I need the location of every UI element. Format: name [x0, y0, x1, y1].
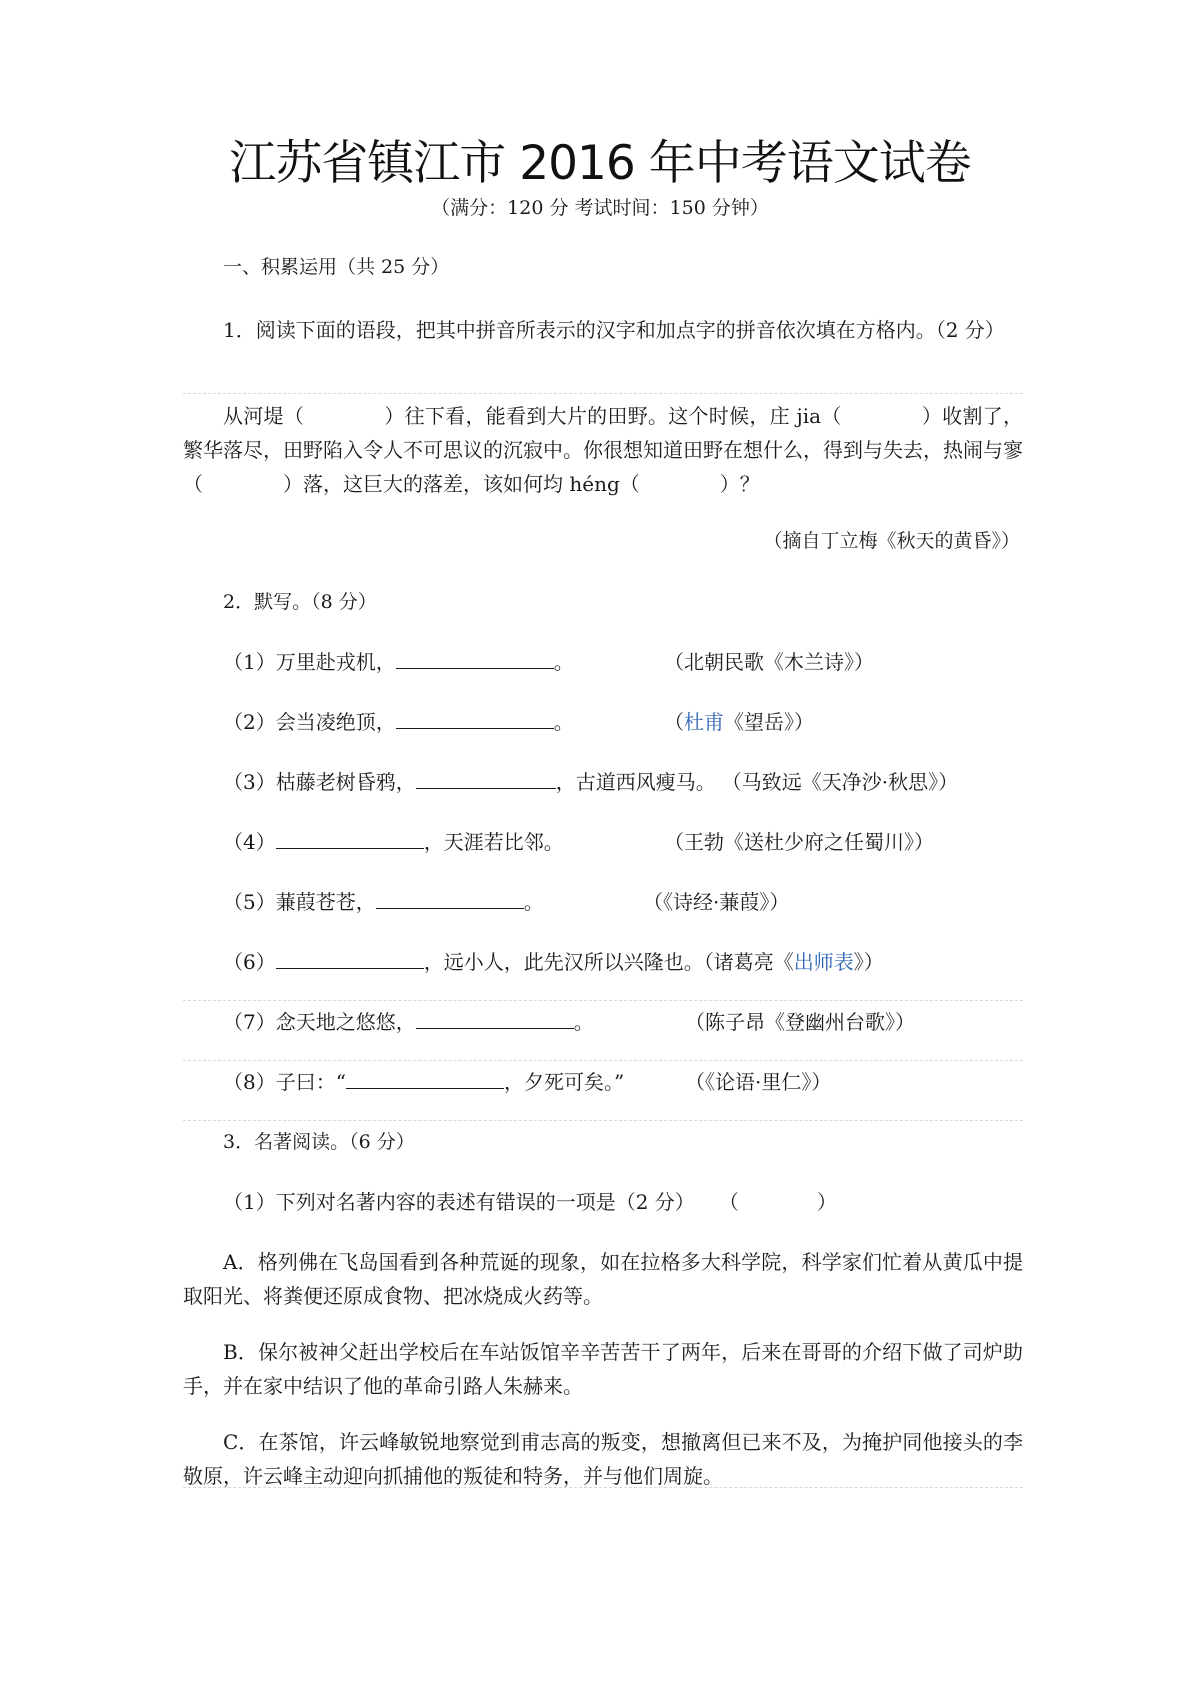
dictation-source: （《论语·里仁》） — [685, 1070, 832, 1094]
passage-text: ）往下看，能看到大片的田野。这个时候，庄 jia（ — [384, 404, 842, 428]
passage-source: （摘自丁立梅《秋天的黄昏》） — [763, 530, 1020, 552]
option-c: C．在茶馆，许云峰敏锐地察觉到甫志高的叛变，想撤离但已来不及，为掩护同他接头的李敬原，许云峰主动迎向抓捕他的叛徒和特务，并与他们周旋。 — [183, 1430, 1023, 1488]
source-link[interactable]: 出师表 — [793, 950, 854, 974]
passage-text: ）收割了，繁华落尽，田野陷入令人不可思议的沉寂中。你很想知道田野在想什么，得到与失去，热闹与寥（ — [183, 404, 1024, 496]
section-heading: 一、积累运用（共 25 分） — [223, 256, 450, 278]
dictation-source: （陈子昂《登幽州台歌》） — [685, 1010, 915, 1034]
dictation-item: （3）枯藤老树昏鸦， ，古道西风瘦马。 （马致远《天净沙·秋思》） — [223, 770, 959, 794]
passage-text: ）？ — [719, 472, 760, 496]
dictation-blank[interactable] — [376, 890, 524, 909]
dictation-source: （马致远《天净沙·秋思》） — [721, 770, 959, 794]
dictation-source: （杜甫《望岳》） — [664, 710, 814, 734]
question-3-prompt: 3．名著阅读。（6 分） — [223, 1131, 415, 1153]
dictation-blank[interactable] — [416, 770, 556, 789]
divider — [183, 1000, 1023, 1001]
divider — [183, 1060, 1023, 1061]
dictation-source: （北朝民歌《木兰诗》） — [664, 650, 874, 674]
question-1-prompt: 1．阅读下面的语段，把其中拼音所表示的汉字和加点字的拼音依次填在方格内。（2 分） — [223, 318, 1005, 342]
source-link[interactable]: 杜甫 — [684, 710, 724, 734]
dictation-blank[interactable] — [396, 710, 554, 729]
exam-title: 江苏省镇江市 2016 年中考语文试卷 — [229, 136, 971, 191]
dictation-item: （2）会当凌绝顶， 。 — [223, 710, 574, 734]
question-1-passage — [183, 399, 1023, 501]
dictation-blank[interactable] — [416, 1010, 574, 1029]
dictation-source: （诸葛亮《出师表》） — [703, 950, 884, 974]
dictation-source: （《诗经·蒹葭》） — [643, 890, 790, 914]
dictation-blank[interactable] — [276, 830, 424, 849]
option-a: A．格列佛在飞岛国看到各种荒诞的现象，如在拉格多大科学院，科学家们忙着从黄瓜中提取阳光、将粪便还原成食物、把冰烧成火药等。 — [183, 1250, 1023, 1308]
dictation-source: （王勃《送杜少府之任蜀川》） — [664, 830, 934, 854]
dictation-blank[interactable] — [346, 1070, 504, 1089]
divider — [183, 1120, 1023, 1121]
dictation-blank[interactable] — [276, 950, 424, 969]
question-2-prompt: 2．默写。（8 分） — [223, 591, 377, 613]
passage-text: 从河堤（ — [223, 404, 305, 428]
dictation-blank[interactable] — [396, 650, 554, 669]
dictation-item: （8）子曰：“ ，夕死可矣。” — [223, 1070, 625, 1094]
dictation-item: （4） ，天涯若比邻。 — [223, 830, 564, 854]
dictation-item: （6） ，远小人，此先汉所以兴隆也。（诸葛亮《出师表》） — [223, 950, 884, 974]
dictation-item: （5）蒹葭苍苍， 。 — [223, 890, 544, 914]
dictation-item: （7）念天地之悠悠， 。 — [223, 1010, 594, 1034]
passage-text: ）落，这巨大的落差，该如何均 héng（ — [283, 472, 640, 496]
question-3-sub1: （1）下列对名著内容的表述有错误的一项是（2 分） （ ） — [223, 1190, 837, 1214]
option-b: B．保尔被神父赶出学校后在车站饭馆辛辛苦苦干了两年，后来在哥哥的介绍下做了司炉助手，并在家中结识了他的革命引路人朱赫来。 — [183, 1340, 1023, 1398]
exam-subtitle: （满分：120 分 考试时间：150 分钟） — [431, 197, 769, 219]
divider — [183, 393, 1023, 394]
dictation-item: （1）万里赴戎机， 。 — [223, 650, 574, 674]
divider — [183, 1487, 1023, 1488]
